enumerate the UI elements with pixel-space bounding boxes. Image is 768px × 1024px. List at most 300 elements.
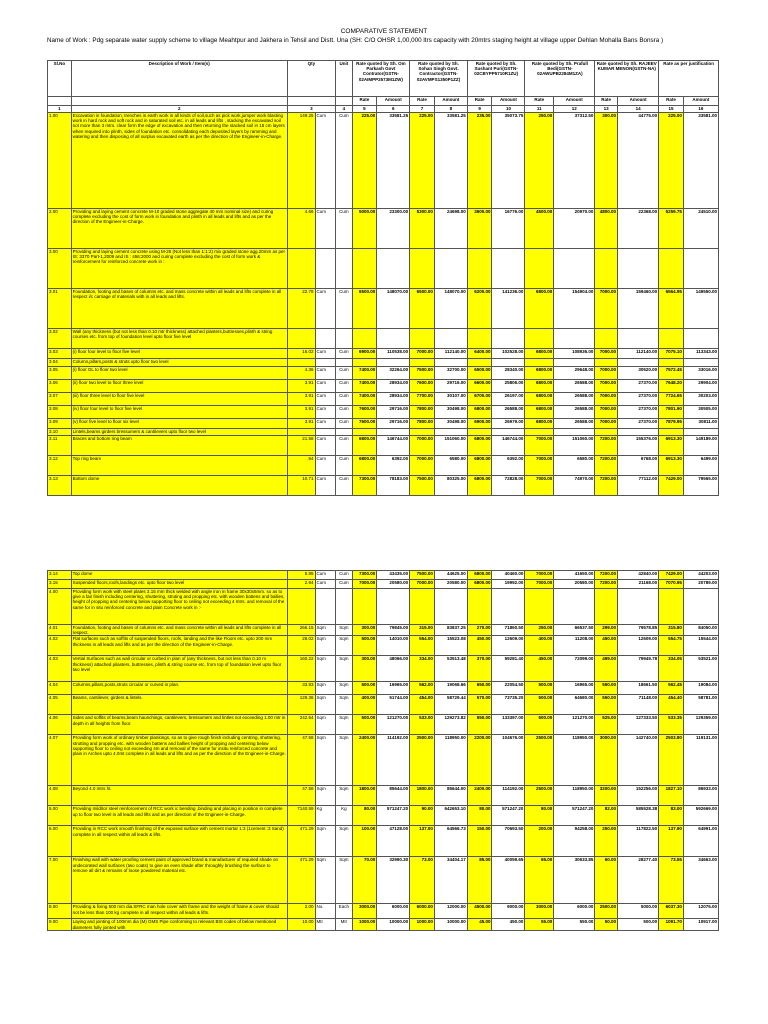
header-blank: [336, 97, 352, 106]
amount-cell: 64566.73: [434, 826, 467, 857]
rate-cell: 80.00: [525, 806, 554, 826]
amount-cell: 30520.00: [618, 367, 659, 380]
amount-cell: [377, 329, 410, 349]
amount-cell: 12075.00: [683, 904, 718, 919]
amount-cell: 72099.00: [554, 656, 595, 682]
rate-cell: 90.00: [410, 806, 435, 826]
table-row: [48, 380, 719, 393]
table-row: [48, 589, 719, 625]
amount-cell: 26979.00: [492, 419, 525, 429]
amount-cell: 151060.00: [434, 436, 467, 456]
item-quantity-unit: Sqm: [315, 826, 336, 857]
amount-cell: [434, 359, 467, 367]
amount-cell: 28934.00: [377, 380, 410, 393]
item-description: Sides and soffits of beams,beam haunchings, cantilevers, bressumers and lintles not exceeding 1.00 mtr in depth in all heights from floor.: [71, 715, 287, 735]
amount-cell: 30505.00: [683, 406, 718, 419]
amount-cell: 29648.00: [554, 367, 595, 380]
rate-cell: 570.00: [467, 695, 492, 715]
amount-cell: 26588.00: [492, 406, 525, 419]
rate-cell: 2200.00: [467, 735, 492, 786]
rate-cell: 3600.00: [467, 209, 492, 249]
amount-cell: 78183.00: [377, 476, 410, 496]
rate-cell: 300.00: [352, 625, 377, 636]
rate-cell: [467, 359, 492, 367]
item-serial: 4.08: [48, 786, 72, 806]
rate-cell: 499.00: [595, 656, 618, 682]
item-unit: Cum: [336, 380, 352, 393]
rate-cell: 6500.00: [352, 289, 377, 329]
item-description: Providing & fixing 500 mm dia.SFRC man hole cover with frame and the weight of frame & cover should not be less than 100 kg complete in all respect within all leads & lifts.: [71, 904, 287, 919]
header-justification: Rate as per justification: [659, 61, 719, 97]
column-number: 15: [659, 106, 684, 113]
item-serial: 3.03: [48, 349, 72, 359]
amount-cell: 79578.85: [618, 625, 659, 636]
table-row: [48, 715, 719, 735]
rate-cell: 7000.00: [595, 380, 618, 393]
item-unit: Sqm: [336, 826, 352, 857]
item-serial: 3.00: [48, 249, 72, 289]
amount-cell: [554, 329, 595, 349]
item-description: Lintels,beams girders bressumers & cantilevers upto floor two level: [71, 429, 287, 436]
amount-cell: 64991.00: [683, 826, 718, 857]
rate-cell: 7200.00: [595, 580, 618, 589]
amount-cell: 79949.78: [618, 656, 659, 682]
header-amount: Amount: [377, 97, 410, 106]
amount-cell: 149189.00: [683, 436, 718, 456]
rate-cell: 7429.00: [659, 476, 684, 496]
amount-cell: [492, 359, 525, 367]
item-quantity: 3.91: [287, 380, 315, 393]
item-unit: Sqm: [336, 682, 352, 695]
rate-cell: 7000.00: [595, 289, 618, 329]
amount-cell: 121270.00: [554, 715, 595, 735]
item-description: Column,pillars,posts & struts upto floor two level: [71, 359, 287, 367]
item-serial: 4.00: [48, 589, 72, 625]
item-serial: 3.14: [48, 571, 72, 580]
header-rate: Rate: [525, 97, 554, 106]
rate-cell: 6800.00: [467, 406, 492, 419]
amount-cell: 30498.00: [434, 406, 467, 419]
item-description: Providing form work of ordinary timber plankings, so as to give rough finish including centring, shuttering, strutting and propping etc. with wooden battens and ballies height of propping and centering below supporting floor to ceiling not exceeding 4m and removal of the same for insitu reinforced concrete and plain in Arches upto 4.0mt complete in all leads and lifts and as per the direction of the Engineer-in-Charge.: [71, 735, 287, 786]
header-bidder-4: Rate quoted by Sh. Prafull Bedi(GSTN-02AWUPB2284M1ZA): [525, 61, 595, 97]
item-description: Flat surfaces such as soffits of suspended floors, roofs, landing and the like Floors etc. upto 200 mm thickness in all leads and lifts and as per the direction of the Engineer-in-Charge.: [71, 636, 287, 656]
column-number: 12: [554, 106, 595, 113]
rate-cell: [410, 249, 435, 289]
amount-cell: 94258.00: [554, 826, 595, 857]
rate-cell: 7300.00: [352, 571, 377, 580]
item-serial: 3.01: [48, 289, 72, 329]
table-row: [48, 349, 719, 359]
rate-cell: 2500.00: [410, 735, 435, 786]
table-row: [48, 476, 719, 496]
rate-cell: 6500.00: [410, 289, 435, 329]
item-quantity: 3.91: [287, 393, 315, 406]
item-quantity-unit: [315, 249, 336, 289]
item-description: Foundation, footing and bases of columns etc. and mass concrete within all leads and lifts complete in all respect.: [71, 625, 287, 636]
amount-cell: [434, 329, 467, 349]
item-description: Providing in RCC work smooth finishing of the exposed surface with cement mortar 1:3 (1cement :3 Sand) complete in all respect within all leads & lifts.: [71, 826, 287, 857]
rate-cell: 235.00: [467, 113, 492, 209]
item-quantity-unit: Cum: [315, 476, 336, 496]
rate-cell: 7000.00: [410, 580, 435, 589]
column-number: 6: [377, 106, 410, 113]
amount-cell: 146744.00: [377, 436, 410, 456]
item-description: Wall (any thickness (but not less than 0.10 mtr thickness) attached plasters,buttresses,plinth & string courses etc. from top of foundation level upto floor five level: [71, 329, 287, 349]
rate-cell: 7700.00: [410, 393, 435, 406]
item-serial: 7.00: [48, 857, 72, 904]
amount-cell: 133397.00: [492, 715, 525, 735]
rate-cell: 7879.95: [659, 419, 684, 429]
item-description: Laying and jointing of 100mm dia (M) GMS Pipe conforming to relevant BIS codes of below mentioned diameters fully jointed with: [71, 919, 287, 931]
rate-cell: 6800.00: [525, 367, 554, 380]
rate-cell: 225.00: [659, 113, 684, 209]
item-description: Columns,pillars,posts,struts circular or curved in plan.: [71, 682, 287, 695]
amount-cell: 119131.00: [683, 735, 718, 786]
item-unit: [336, 429, 352, 436]
rate-cell: [595, 429, 618, 436]
item-unit: Cum: [336, 289, 352, 329]
amount-cell: 71148.00: [618, 695, 659, 715]
amount-cell: 32700.00: [434, 367, 467, 380]
rate-cell: 2500.00: [595, 904, 618, 919]
item-serial: 4.03: [48, 656, 72, 682]
item-serial: 3.10: [48, 429, 72, 436]
table-row: [48, 113, 719, 209]
item-quantity-unit: [315, 429, 336, 436]
amount-cell: 12609.00: [492, 636, 525, 656]
rate-cell: 80.00: [467, 806, 492, 826]
rate-cell: 7500.00: [410, 571, 435, 580]
amount-cell: 30107.00: [434, 393, 467, 406]
rate-cell: 70.00: [352, 857, 377, 904]
rate-cell: 6900.00: [352, 349, 377, 359]
amount-cell: 77112.00: [618, 476, 659, 496]
rate-cell: 6600.00: [467, 380, 492, 393]
header-amount: Amount: [434, 97, 467, 106]
rate-cell: [352, 359, 377, 367]
amount-cell: 64680.00: [554, 695, 595, 715]
rate-cell: 370.00: [467, 656, 492, 682]
rate-cell: [352, 429, 377, 436]
item-serial: 3.12: [48, 456, 72, 476]
item-quantity: 4.66: [287, 209, 315, 249]
rate-cell: 7000.00: [525, 456, 554, 476]
item-description: Providing mild/tor steel reinforcement of RCC work ic bending ,binding and placing in position in complete up to floor two level in all leads and lifts and as per direction of the Engineer-in-Charge.: [71, 806, 287, 826]
rate-cell: [659, 249, 684, 289]
table-row: [48, 682, 719, 695]
header-rate: Rate: [595, 97, 618, 106]
rate-cell: 3200.00: [595, 786, 618, 806]
rate-cell: 554.00: [410, 636, 435, 656]
item-serial: 9.00: [48, 919, 72, 931]
rate-cell: 3000.00: [525, 904, 554, 919]
amount-cell: 30811.00: [683, 419, 718, 429]
table-row: [48, 289, 719, 329]
amount-cell: 73735.20: [492, 695, 525, 715]
item-quantity-unit: Sqm: [315, 735, 336, 786]
item-description: Top dome: [71, 571, 287, 580]
item-unit: Cum: [336, 393, 352, 406]
rate-cell: 7070.95: [659, 580, 684, 589]
rate-cell: 300.00: [595, 113, 618, 209]
header-bidder-3: Rate quoted by Sh. Sushant Puri(GSTN-02CBYPP5710R1ZU): [467, 61, 525, 97]
amount-cell: 20580.00: [377, 580, 410, 589]
amount-cell: [492, 429, 525, 436]
rate-cell: 137.00: [410, 826, 435, 857]
amount-cell: 112140.00: [618, 349, 659, 359]
item-serial: 1.00: [48, 113, 72, 209]
rate-cell: 7801.90: [659, 406, 684, 419]
rate-cell: [467, 589, 492, 625]
item-serial: 3.13: [48, 476, 72, 496]
item-unit: Kg: [336, 806, 352, 826]
rate-cell: 7800.00: [410, 406, 435, 419]
item-serial: 5.00: [48, 806, 72, 826]
item-serial: 3.15: [48, 580, 72, 589]
amount-cell: [618, 329, 659, 349]
item-unit: Cum: [336, 209, 352, 249]
amount-cell: 18661.50: [618, 682, 659, 695]
column-number: 9: [467, 106, 492, 113]
header-qty: Qty: [287, 61, 335, 97]
amount-cell: 20970.00: [554, 209, 595, 249]
amount-cell: 500.00: [618, 919, 659, 931]
amount-cell: 20580.00: [554, 580, 595, 589]
rate-cell: 137.90: [659, 826, 684, 857]
item-description: (ii) floor two level to floor three level: [71, 380, 287, 393]
rate-cell: [659, 359, 684, 367]
rate-cell: 1800.00: [410, 786, 435, 806]
amount-cell: [377, 589, 410, 625]
amount-cell: 35073.75: [492, 113, 525, 209]
amount-cell: 86933.00: [683, 786, 718, 806]
rate-cell: 454.40: [659, 695, 684, 715]
amount-cell: 32990.30: [377, 857, 410, 904]
item-description: Vertial Surfaces such as wall circular or curbed in plan of (any thickness, but not less than 0.10 m thickness) attached pilasters, buttresses, plinth & string course etc. from top of foundation level upto floor two level: [71, 656, 287, 682]
item-serial: 3.02: [48, 329, 72, 349]
amount-cell: 24698.00: [434, 209, 467, 249]
amount-cell: 550.00: [554, 919, 595, 931]
item-description: Bottom dome: [71, 476, 287, 496]
rate-cell: 80.00: [352, 806, 377, 826]
rate-cell: 2500.00: [525, 735, 554, 786]
item-unit: Sqm: [336, 695, 352, 715]
item-unit: Sqm: [336, 857, 352, 904]
item-quantity-unit: Cum: [315, 571, 336, 580]
rate-cell: 6913.30: [659, 456, 684, 476]
amount-cell: 29716.00: [377, 419, 410, 429]
item-quantity: 28.02: [287, 636, 315, 656]
amount-cell: [434, 429, 467, 436]
amount-cell: [492, 329, 525, 349]
item-unit: [336, 329, 352, 349]
rate-cell: 7000.00: [595, 419, 618, 429]
amount-cell: 5000.00: [618, 904, 659, 919]
rate-cell: 300.00: [352, 656, 377, 682]
item-serial: 3.08: [48, 406, 72, 419]
item-quantity: 5.95: [287, 571, 315, 580]
item-quantity-unit: Cum: [315, 419, 336, 429]
rate-cell: 315.80: [659, 625, 684, 636]
rate-cell: [410, 589, 435, 625]
amount-cell: 33581.00: [683, 113, 718, 209]
item-serial: 3.07: [48, 393, 72, 406]
header-bidder-5: Rate quoted by Sh. RAJEEV KUMAR MENON(GSTN-NA): [595, 61, 659, 97]
amount-cell: 85644.00: [434, 786, 467, 806]
rate-cell: 7300.00: [352, 476, 377, 496]
rate-cell: 6900.00: [467, 419, 492, 429]
amount-cell: 41650.00: [554, 571, 595, 580]
amount-cell: 66537.50: [554, 625, 595, 636]
amount-cell: [492, 589, 525, 625]
table-row: [48, 656, 719, 682]
amount-cell: 129273.82: [434, 715, 467, 735]
item-quantity-unit: Cum: [315, 380, 336, 393]
item-serial: 4.01: [48, 625, 72, 636]
item-quantity: 266.15: [287, 625, 315, 636]
rate-cell: 6500.00: [467, 367, 492, 380]
amount-cell: 108936.00: [554, 349, 595, 359]
amount-cell: 10000.00: [377, 919, 410, 931]
rate-cell: 6564.95: [659, 289, 684, 329]
item-description: (i) floor GL to floor two level: [71, 367, 287, 380]
item-quantity-unit: Sqm: [315, 682, 336, 695]
rate-cell: 500.00: [352, 636, 377, 656]
column-number: 13: [595, 106, 618, 113]
rate-cell: [595, 249, 618, 289]
item-quantity: 7140.59: [287, 806, 315, 826]
header-rate: Rate: [410, 97, 435, 106]
amount-cell: 26588.00: [554, 380, 595, 393]
amount-cell: 592669.00: [683, 806, 718, 826]
rate-cell: 6800.00: [525, 419, 554, 429]
amount-cell: 26588.00: [554, 393, 595, 406]
amount-cell: [683, 359, 718, 367]
header-amount: Amount: [683, 97, 718, 106]
rate-cell: 50.00: [595, 919, 618, 931]
amount-cell: 25806.00: [492, 380, 525, 393]
header-blank: [71, 97, 287, 106]
comparative-table-top: [47, 60, 719, 496]
item-description: (iv) floor four level to floor five level: [71, 406, 287, 419]
amount-cell: 70693.50: [492, 826, 525, 857]
item-quantity: 471.29: [287, 826, 315, 857]
amount-cell: 74970.00: [554, 476, 595, 496]
item-quantity-unit: Sqm: [315, 636, 336, 656]
amount-cell: 58729.44: [434, 695, 467, 715]
amount-cell: 148070.00: [377, 289, 410, 329]
amount-cell: 29904.00: [683, 380, 718, 393]
amount-cell: 129359.00: [683, 715, 718, 735]
rate-cell: 7200.00: [595, 571, 618, 580]
rate-cell: 5300.00: [410, 209, 435, 249]
table-row: [48, 786, 719, 806]
header-rate: Rate: [467, 97, 492, 106]
item-quantity-unit: Sqm: [315, 786, 336, 806]
item-quantity-unit: [315, 329, 336, 349]
item-quantity-unit: Cum: [315, 436, 336, 456]
item-unit: Cum: [336, 476, 352, 496]
rate-cell: 650.00: [467, 682, 492, 695]
document-title: COMPARATIVE STATEMENT: [340, 28, 428, 35]
rate-cell: 6800.00: [467, 436, 492, 456]
column-number: 14: [618, 106, 659, 113]
table-row: [48, 329, 719, 349]
amount-cell: 16965.00: [554, 682, 595, 695]
header-amount: Amount: [618, 97, 659, 106]
table-row: [48, 806, 719, 826]
table-row: [48, 625, 719, 636]
rate-cell: [525, 249, 554, 289]
header-unit: Unit: [336, 61, 352, 97]
rate-cell: [410, 359, 435, 367]
table-row: [48, 580, 719, 589]
amount-cell: 571247.20: [377, 806, 410, 826]
item-quantity: 10.00: [287, 919, 315, 931]
item-quantity: [287, 249, 315, 289]
item-quantity: 2.94: [287, 580, 315, 589]
rate-cell: 2400.00: [467, 786, 492, 806]
item-unit: Sqm: [336, 636, 352, 656]
item-serial: 8.00: [48, 904, 72, 919]
rate-cell: 525.00: [595, 715, 618, 735]
amount-cell: 118950.00: [554, 786, 595, 806]
header-amount: Amount: [554, 97, 595, 106]
header-sl: Sl.No: [48, 61, 72, 97]
rate-cell: 6913.30: [659, 436, 684, 456]
rate-cell: 7000.00: [525, 571, 554, 580]
amount-cell: 12609.00: [618, 636, 659, 656]
table-row: [48, 419, 719, 429]
amount-cell: [618, 249, 659, 289]
rate-cell: 7000.00: [525, 580, 554, 589]
rate-cell: 7800.00: [410, 419, 435, 429]
item-quantity-unit: Mtr: [315, 919, 336, 931]
amount-cell: [683, 589, 718, 625]
rate-cell: 400.00: [352, 695, 377, 715]
amount-cell: [554, 429, 595, 436]
rate-cell: 1000.00: [410, 919, 435, 931]
item-description: Providing and laying cement concrete using M-25 (Not less than 1:1:2) mix graded stone agg.20mm as per IS: 3370 Part-1,2009 and IS : 456:2000 and curing complete excluding the cost of form work & reinforcement for reinforced concrete work in :: [71, 249, 287, 289]
amount-cell: 154904.00: [554, 289, 595, 329]
amount-cell: 12000.00: [434, 904, 467, 919]
rate-cell: 7429.00: [659, 571, 684, 580]
amount-cell: 121270.00: [377, 715, 410, 735]
rate-cell: 73.55: [659, 857, 684, 904]
comparative-table-bottom: [47, 570, 719, 931]
rate-cell: 73.00: [410, 857, 435, 904]
item-serial: 4.06: [48, 715, 72, 735]
header-blank: [48, 97, 72, 106]
item-serial: 3.11: [48, 436, 72, 456]
item-quantity: 149.25: [287, 113, 315, 209]
rate-cell: 6200.00: [467, 289, 492, 329]
rate-cell: 7572.45: [659, 367, 684, 380]
amount-cell: 33581.25: [377, 113, 410, 209]
column-number: 3: [287, 106, 335, 113]
rate-cell: 2500.00: [525, 786, 554, 806]
rate-cell: [595, 329, 618, 349]
amount-cell: [434, 589, 467, 625]
rate-cell: 7600.00: [352, 406, 377, 419]
item-quantity-unit: Sqm: [315, 857, 336, 904]
amount-cell: 44625.00: [434, 571, 467, 580]
amount-cell: 159460.00: [618, 289, 659, 329]
item-quantity: [287, 429, 315, 436]
rate-cell: 6800.00: [525, 393, 554, 406]
rate-cell: 315.00: [410, 625, 435, 636]
item-unit: [336, 589, 352, 625]
